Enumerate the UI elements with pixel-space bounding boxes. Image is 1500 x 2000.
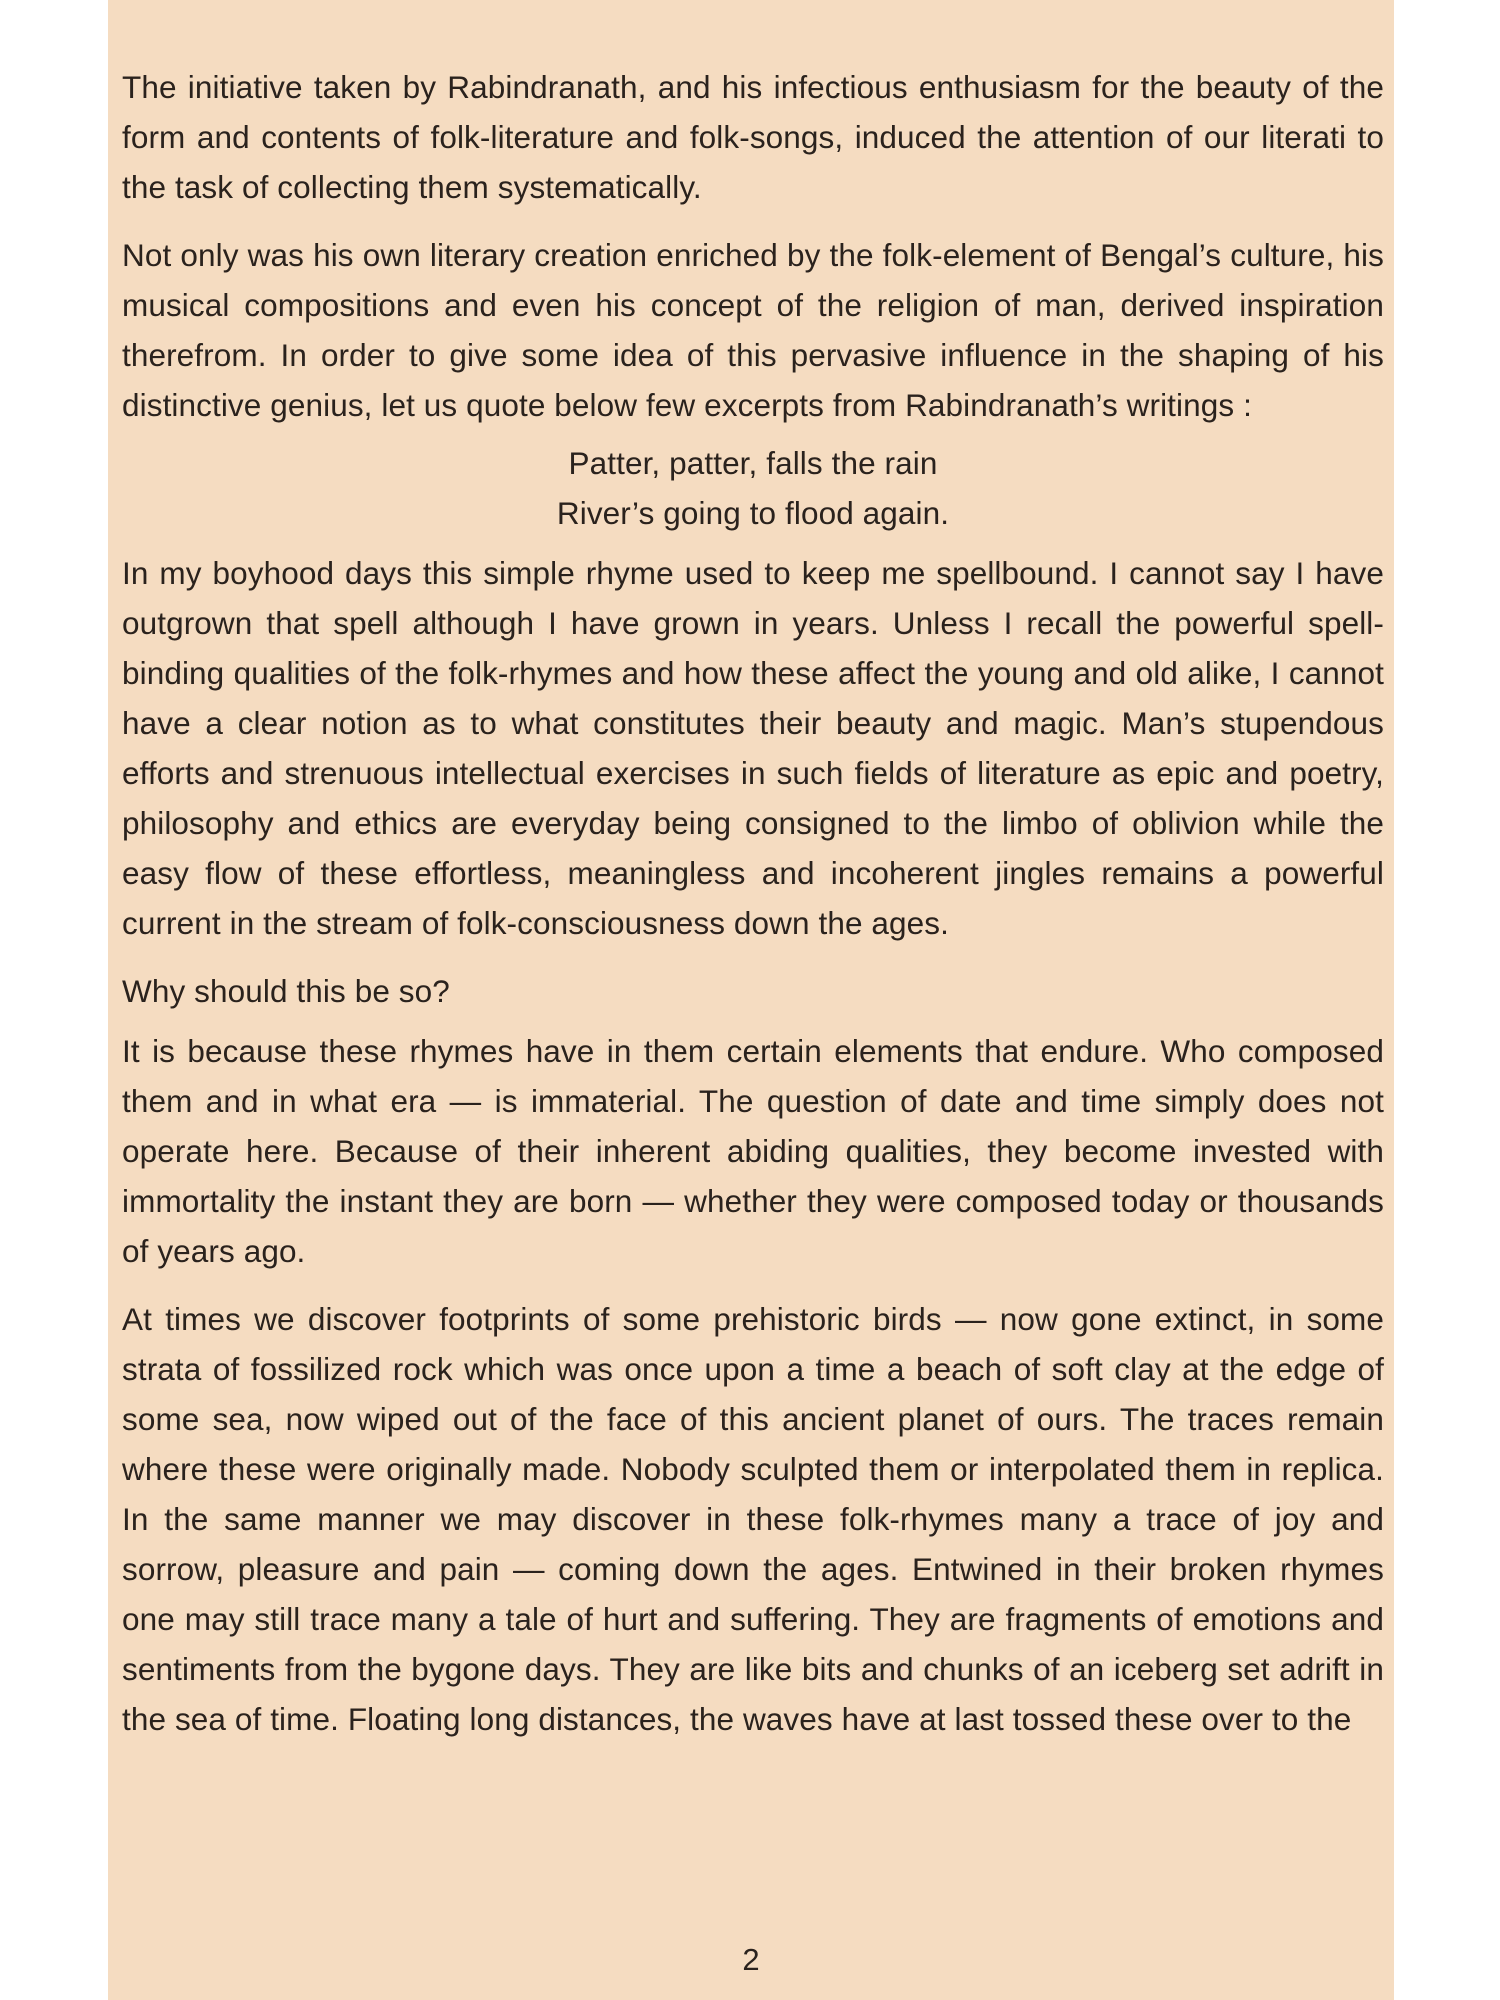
rhyme-quote — [122, 438, 1384, 538]
page-number: 2 — [742, 1942, 760, 1977]
book-page — [108, 0, 1394, 2000]
paragraph-endure: It is because these rhymes have in them certain elements that endure. Who composed them and in what era — is immaterial. The question of date and time simply does not operate here. Because of their inherent abiding qualities, they become invested with immortality the instant they are born — whether they were composed today or thousands of years ago. — [122, 1033, 1384, 1269]
paragraph-influence: Not only was his own literary creation enriched by the folk-element of Bengal’s culture, his musical compositions and even his concept of the religion of man, derived inspiration therefrom. In order to give some idea of this pervasive influence in the shaping of his distinctive genius, let us quote below few excerpts from Rabindranath’s writings : — [122, 237, 1384, 423]
paragraph-footprints: At times we discover footprints of some prehistoric birds — now gone extinct, in some strata of fossilized rock which was once upon a time a beach of soft clay at the edge of some sea, now wiped out of the face of this ancient planet of ours. The traces remain where these were originally made. Nobody sculpted them or interpolated them in replica. In the same manner we may discover in these folk-rhymes many a trace of joy and sorrow, pleasure and pain — coming down the ages. Entwined in their broken rhymes one may still trace many a tale of hurt and suffering. They are fragments of emotions and sentiments from the bygone days. They are like bits and chunks of an iceberg set adrift in the sea of time. Floating long distances, the waves have at last tossed these over to the — [122, 1301, 1384, 1737]
rhyme-line-1: Patter, patter, falls the rain — [568, 445, 938, 481]
page-body — [122, 62, 1384, 1744]
paragraph-question: Why should this be so? — [122, 973, 450, 1009]
paragraph-initiative: The initiative taken by Rabindranath, and his infectious enthusiasm for the beauty of the form and contents of folk-literature and folk-songs, induced the attention of our literati to the task of collecting them systematically. — [122, 69, 1384, 205]
paragraph-boyhood: In my boyhood days this simple rhyme used to keep me spellbound. I cannot say I have outgrown that spell although I have grown in years. Unless I recall the powerful spell-binding qualities of the folk-rhymes and how these affect the young and old alike, I cannot have a clear notion as to what constitutes their beauty and magic. Man’s stupendous efforts and strenuous intellectual exercises in such fields of literature as epic and poetry, philosophy and ethics are everyday being consigned to the limbo of oblivion while the easy flow of these effortless, meaningless and incoherent jingles remains a powerful current in the stream of folk-consciousness down the ages. — [122, 555, 1384, 941]
rhyme-line-2: River’s going to flood again. — [556, 495, 950, 531]
